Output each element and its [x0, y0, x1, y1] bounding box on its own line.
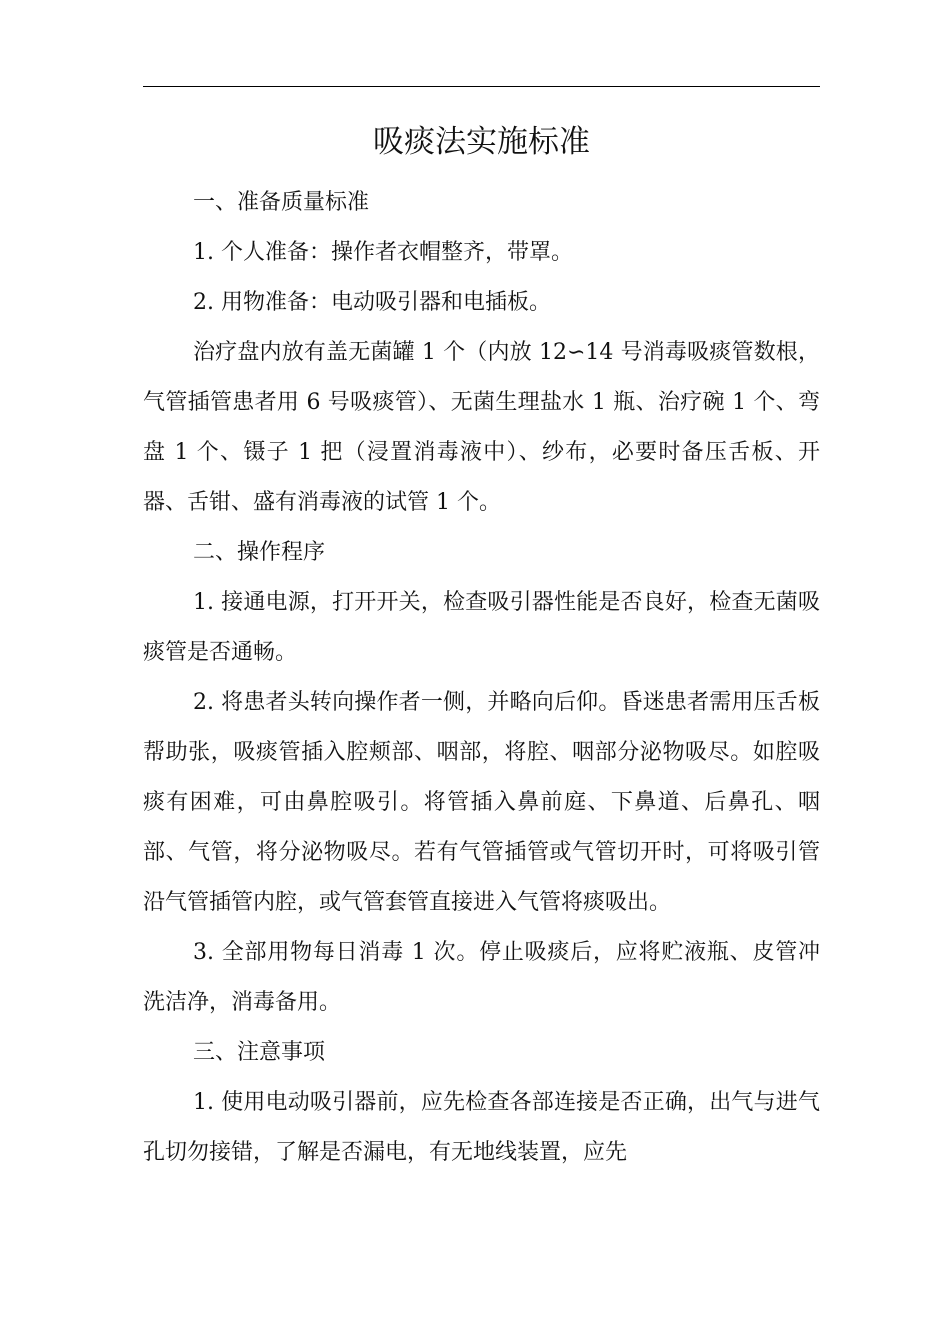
section-heading-preparation: 一、准备质量标准: [193, 190, 370, 215]
paragraph-procedure-step-1: 1. 接通电源，打开开关，检查吸引器性能是否良好，检查无菌吸痰管是否通畅。: [143, 590, 820, 665]
header-rule: [143, 86, 820, 87]
paragraph-procedure-step-3: 3. 全部用物每日消毒 1 次。停止吸痰后，应将贮液瓶、皮管冲洗洁净，消毒备用。: [143, 940, 820, 1015]
paragraph-precaution-1: 1. 使用电动吸引器前，应先检查各部连接是否正确，出气与进气孔切勿接错，了解是否漏电，有无地线装置，应先: [143, 1090, 820, 1165]
section-heading-precautions: 三、注意事项: [193, 1040, 326, 1065]
paragraph-tray-contents: 治疗盘内放有盖无菌罐 1 个（内放 12∽14 号消毒吸痰管数根，气管插管患者用 6 号吸痰管）、无菌生理盐水 1 瓶、治疗碗 1 个、弯盘 1 个、镊子 1 把（浸置消毒液中）、纱布，必要时备压舌板、开器、舌钳、盛有消毒液的试管 1 个。: [143, 340, 820, 515]
section-heading-procedure: 二、操作程序: [193, 540, 326, 565]
paragraph-procedure-step-2: 2. 将患者头转向操作者一侧，并略向后仰。昏迷患者需用压舌板帮助张，吸痰管插入腔颊部、咽部，将腔、咽部分泌物吸尽。如腔吸痰有困难，可由鼻腔吸引。将管插入鼻前庭、下鼻道、后鼻孔、咽部、气管，将分泌物吸尽。若有气管插管或气管切开时，可将吸引管沿气管插管内腔，或气管套管直接进入气管将痰吸出。: [143, 690, 820, 915]
document-body: [143, 178, 820, 1178]
paragraph-supplies-preparation: 2. 用物准备：电动吸引器和电插板。: [193, 290, 551, 315]
document-title: 吸痰法实施标准: [373, 124, 590, 160]
paragraph-personal-preparation: 1. 个人准备：操作者衣帽整齐，带罩。: [193, 240, 573, 265]
